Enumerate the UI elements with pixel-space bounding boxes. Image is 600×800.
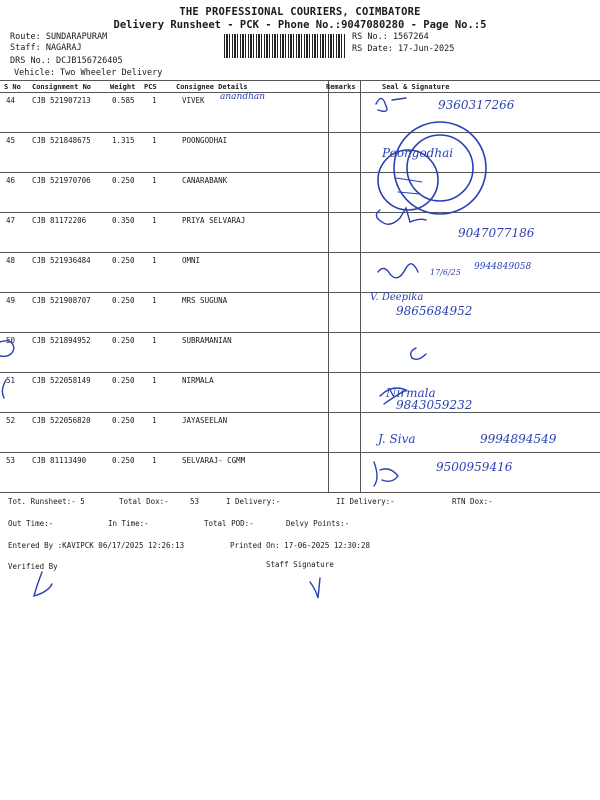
row-weight: 0.250 <box>112 256 135 265</box>
row-sno: 50 <box>6 336 16 345</box>
row-consignment: CJB 522056820 <box>32 416 91 425</box>
signature-scribble-50 <box>411 348 426 359</box>
row-consignment: CJB 521970706 <box>32 176 91 185</box>
row-consignee: JAYASEELAN <box>182 416 228 425</box>
row-weight: 1.315 <box>112 136 135 145</box>
row-pcs: 1 <box>152 96 157 105</box>
row-consignee: POONGODHAI <box>182 136 228 145</box>
row-sno: 53 <box>6 456 16 465</box>
row-weight: 0.250 <box>112 456 135 465</box>
total-dox-label: Total Dox:- <box>119 497 169 506</box>
handwritten-date: 17/6/25 <box>430 268 461 277</box>
row-pcs: 1 <box>152 176 157 185</box>
rs-date: RS Date: 17-Jun-2025 <box>352 44 455 54</box>
rtn-dox: RTN Dox:- <box>452 497 493 506</box>
row-weight: 0.250 <box>112 336 135 345</box>
row-sno: 48 <box>6 256 16 265</box>
staff-signature-tick <box>310 578 320 598</box>
tot-runsheet: Tot. Runsheet:- 5 <box>8 497 85 506</box>
row-weight: 0.250 <box>112 416 135 425</box>
row-pcs: 1 <box>152 296 157 305</box>
margin-mark <box>2 380 6 398</box>
row-consignment: CJB 521907213 <box>32 96 91 105</box>
sno-circle <box>0 341 14 356</box>
col-signature: Seal & Signature <box>382 83 450 91</box>
row-consignee: VIVEK <box>182 96 205 105</box>
row-consignment: CJB 522058149 <box>32 376 91 385</box>
row-consignment: CJB 81113490 <box>32 456 87 465</box>
row-weight: 0.250 <box>112 296 135 305</box>
row-sno: 51 <box>6 376 16 385</box>
row-consignee: NIRMALA <box>182 376 214 385</box>
row-weight: 0.250 <box>112 176 135 185</box>
printed-on: Printed On: 17-06-2025 12:30:28 <box>230 541 370 550</box>
in-time: In Time:- <box>108 519 149 528</box>
row-sno: 46 <box>6 176 16 185</box>
handwritten-phone: 9843059232 <box>396 398 473 412</box>
runsheet-subtitle: Delivery Runsheet - PCK - Phone No.:9047080280 - Page No.:5 <box>113 19 487 31</box>
signature-scribble-51 <box>380 388 406 404</box>
row-consignment: CJB 521894952 <box>32 336 91 345</box>
total-pod: Total POD:- <box>204 519 254 528</box>
row-sno: 47 <box>6 216 16 225</box>
handwritten-phone: 9047077186 <box>458 226 535 240</box>
route: Route: SUNDARAPURAM <box>10 32 108 42</box>
handwritten-name: V. Deepika <box>370 292 424 303</box>
row-weight: 0.585 <box>112 96 135 105</box>
row-consignee: OMNI <box>182 256 201 265</box>
signature-scribble-48 <box>378 264 418 278</box>
handwritten-name: Nirmala <box>386 386 436 400</box>
row-weight: 0.250 <box>112 376 135 385</box>
ii-delivery: II Delivery:- <box>336 497 395 506</box>
row-pcs: 1 <box>152 456 157 465</box>
verified-by-tick <box>34 572 52 596</box>
col-remarks: Remarks <box>326 83 356 91</box>
row-pcs: 1 <box>152 216 157 225</box>
row-pcs: 1 <box>152 136 157 145</box>
row-sno: 45 <box>6 136 16 145</box>
row-consignee: MRS SUGUNA <box>182 296 228 305</box>
row-consignee: CANARABANK <box>182 176 228 185</box>
row-consignee: SUBRAMANIAN <box>182 336 232 345</box>
row-consignee: PRIYA SELVARAJ <box>182 216 246 225</box>
signature-scribble-53 <box>374 462 398 486</box>
col-sno: S No <box>4 83 21 91</box>
staff: Staff: NAGARAJ <box>10 43 82 53</box>
row-consignment: CJB 81172206 <box>32 216 87 225</box>
row-pcs: 1 <box>152 416 157 425</box>
company-stamp <box>378 122 486 214</box>
handwritten-phone: 9944849058 <box>474 262 532 272</box>
row-consignment: CJB 521848675 <box>32 136 91 145</box>
delvy-points: Delvy Points:- <box>286 519 350 528</box>
row-weight: 0.350 <box>112 216 135 225</box>
entered-by: Entered By :KAVIPCK 06/17/2025 12:26:13 <box>8 541 185 550</box>
i-delivery: I Delivery:- <box>226 497 281 506</box>
vehicle: Vehicle: Two Wheeler Delivery <box>14 68 163 78</box>
row-sno: 49 <box>6 296 16 305</box>
handwritten-signature: Poongodhai <box>382 146 454 160</box>
row-sno: 52 <box>6 416 16 425</box>
signature-scribble-44 <box>376 98 406 111</box>
handwritten-name: J. Siva <box>378 432 416 446</box>
col-pcs: PCS <box>144 83 157 91</box>
col-weight: Weight <box>110 83 136 91</box>
signature-scribble-47 <box>376 208 426 224</box>
handwritten-phone: 9500959416 <box>436 460 513 474</box>
handwritten-phone: 9360317266 <box>438 98 515 112</box>
handwritten-phone: 9994894549 <box>480 432 557 446</box>
out-time: Out Time:- <box>8 519 54 528</box>
handwritten-name: anandhan <box>220 92 266 102</box>
col-consignment: Consignment No <box>32 83 92 91</box>
row-pcs: 1 <box>152 256 157 265</box>
staff-signature: Staff Signature <box>266 560 334 569</box>
row-consignment: CJB 521908707 <box>32 296 91 305</box>
company-title: THE PROFESSIONAL COURIERS, COIMBATORE <box>179 6 421 18</box>
row-sno: 44 <box>6 96 16 105</box>
row-pcs: 1 <box>152 376 157 385</box>
row-pcs: 1 <box>152 336 157 345</box>
rs-number: RS No.: 1567264 <box>352 32 429 42</box>
drs-number: DRS No.: DCJB156726405 <box>10 56 123 66</box>
total-dox-value: 53 <box>190 497 200 506</box>
handwritten-phone: 9865684952 <box>396 304 473 318</box>
verified-by: Verified By <box>8 562 58 571</box>
col-consignee: Consignee Details <box>176 83 248 91</box>
row-consignment: CJB 521936484 <box>32 256 91 265</box>
row-consignee: SELVARAJ- CGMM <box>182 456 246 465</box>
